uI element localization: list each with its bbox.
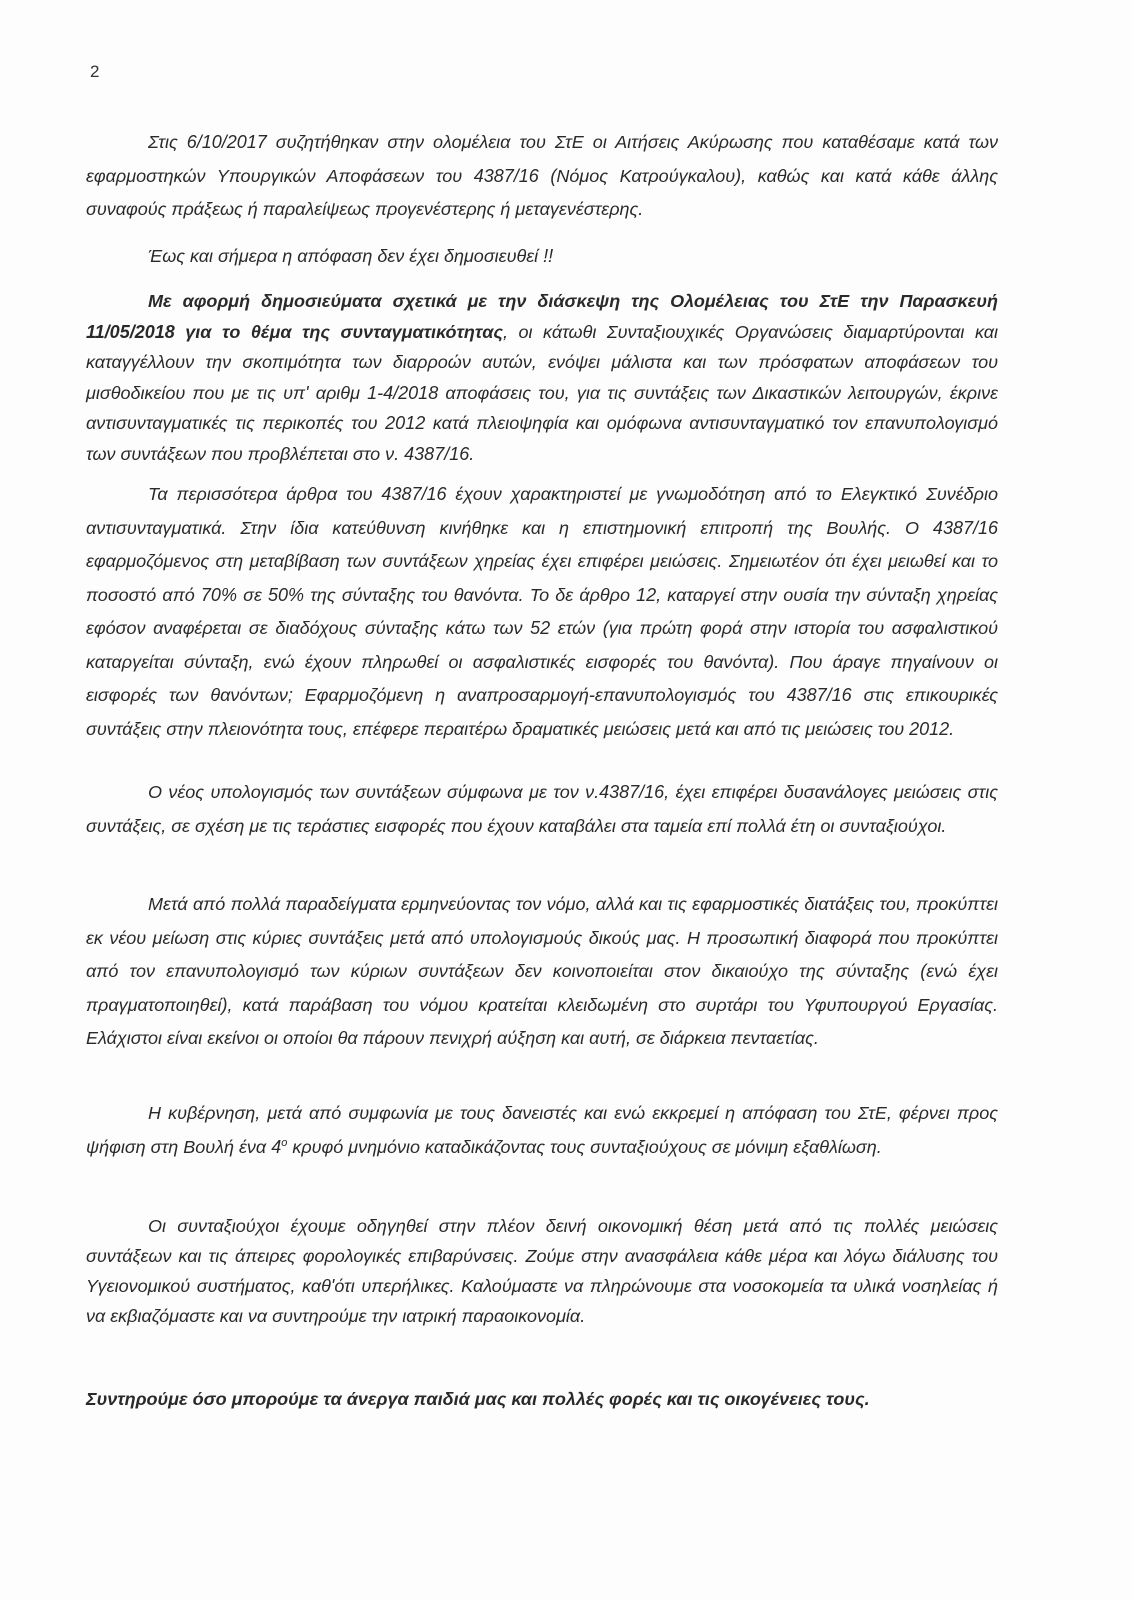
paragraph-main-pension-reduction: Μετά από πολλά παραδείγματα ερμηνεύοντας τον νόμο, αλλά και τις εφαρμοστικές διατάξεις του, προκύπτει εκ νέου μείωση στις κύριες συντάξεις μετά από υπολογισμούς δικούς μας. Η προσωπική διαφορά που προκύπτει από τον επανυπολογισμό των κύριων συντάξεων δεν κοινοποιείται στον δικαιούχο της σύνταξης (ενώ έχει πραγματοποιηθεί), κατά παράβαση του νόμου κρατείται κλειδωμένη στο συρτάρι του Υφυπουργού Εργασίας. Ελάχιστοι είναι εκείνοι οι οποίοι θα πάρουν πενιχρή αύξηση και αυτή, σε διάρκεια πενταετίας.	[86, 894, 998, 1048]
paragraph-leaks-protest-rest: , οι κάτωθι Συνταξιουχικές Οργανώσεις διαμαρτύρονται και καταγγέλλουν την σκοπιμότητα των διαρροών αυτών, ενόψει μάλιστα και των πρόσφατων αποφάσεων του μισθοδικείου που με τις υπ' αριθμ 1-4/2018 αποφάσεις του, για τις συντάξεις των Δικαστικών λειτουργών, έκρινε αντισυνταγματικές τις περικοπές του 2012 κατά πλειοψηφία και ομόφωνα αντισυνταγματικό τον επανυπολογισμό των συντάξεων που προβλέπεται στο ν. 4387/16.	[86, 321, 998, 464]
paragraph-supporting-children: Συντηρούμε όσο μπορούμε τα άνεργα παιδιά μας και πολλές φορές και τις οικογένειες τους.	[86, 1389, 870, 1409]
paragraph-leaks-protest-bold: Με αφορμή δημοσιεύματα σχετικά με την διάσκεψη της Ολομέλειας του ΣτΕ την Παρασκευή 11/05/2018 για το θέμα της συνταγματικότητας	[86, 291, 998, 342]
paragraph-appeals-discussed: Στις 6/10/2017 συζητήθηκαν στην ολομέλεια του ΣτΕ οι Αιτήσεις Ακύρωσης που καταθέσαμε κατά των εφαρμοστηκών Υπουργικών Αποφάσεων του 4387/16 (Νόμος Κατρούγκαλου), καθώς και κατά κάθε άλλης συναφούς πράξεως ή παραλείψεως προγενέστερης ή μεταγενέστερης.	[86, 132, 998, 219]
paragraph-government-memorandum	[86, 1097, 998, 1164]
paragraph-pensioners-situation: Οι συνταξιούχοι έχουμε οδηγηθεί στην πλέον δεινή οικονομική θέση μετά από τις πολλές μειώσεις συντάξεων και τις άπειρες φορολογικές επιβαρύνσεις. Ζούμε στην ανασφάλεια κάθε μέρα και λόγω διάλυσης του Υγειονομικού συστήματος, καθ'ότι υπερήλικες. Καλούμαστε να πληρώνουμε στα νοσοκομεία τα υλικά νοσηλείας ή να εκβιαζόμαστε και να συντηρούμε την ιατρική παραοικονομία.	[86, 1216, 998, 1326]
paragraph-leaks-protest	[86, 286, 998, 469]
paragraph-government-memorandum-sup: ο	[281, 1136, 288, 1149]
page-number: 2	[90, 62, 100, 81]
paragraph-new-calculation: Ο νέος υπολογισμός των συντάξεων σύμφωνα με τον ν.4387/16, έχει επιφέρει δυσανάλογες μειώσεις στις συντάξεις, σε σχέση με τις τεράστιες εισφορές που έχουν καταβάλει στα ταμεία επί πολλά έτη οι συνταξιούχοι.	[86, 782, 998, 836]
paragraph-government-memorandum-b: κρυφό μνημόνιο καταδικάζοντας τους συνταξιούχους σε μόνιμη εξαθλίωση.	[287, 1136, 882, 1157]
paragraph-unconstitutional-articles: Τα περισσότερα άρθρα του 4387/16 έχουν χαρακτηριστεί με γνωμοδότηση από το Ελεγκτικό Συνέδριο αντισυνταγματικά. Στην ίδια κατεύθυνση κινήθηκε και η επιστημονική επιτροπή της Βουλής. Ο 4387/16 εφαρμοζόμενος στη μεταβίβαση των συντάξεων χηρείας έχει επιφέρει μειώσεις. Σημειωτέον ότι έχει μειωθεί και το ποσοστό από 70% σε 50% της σύνταξης του θανόντα. Το δε άρθρο 12, καταργεί στην ουσία την σύνταξη χηρείας εφόσον αναφέρεται σε διαδόχους σύνταξης κάτω των 52 ετών (για πρώτη φορά στην ιστορία του ασφαλιστικού καταργείται σύνταξη, ενώ έχουν πληρωθεί οι ασφαλιστικές εισφορές του θανόντα). Που άραγε πηγαίνουν οι εισφορές των θανόντων; Εφαρμοζόμενη η αναπροσαρμογή-επανυπολογισμός του 4387/16 στις επικουρικές συντάξεις στην πλειονότητα τους, επέφερε περαιτέρω δραματικές μειώσεις μετά και από τις μειώσεις του 2012.	[86, 484, 998, 739]
paragraph-government-memorandum-a: Η κυβέρνηση, μετά από συμφωνία με τους δανειστές και ενώ εκκρεμεί η απόφαση του ΣτΕ, φέρνει προς ψήφιση στη Βουλή ένα 4	[86, 1103, 998, 1157]
paragraph-decision-not-published: Έως και σήμερα η απόφαση δεν έχει δημοσιευθεί !!	[148, 246, 554, 266]
